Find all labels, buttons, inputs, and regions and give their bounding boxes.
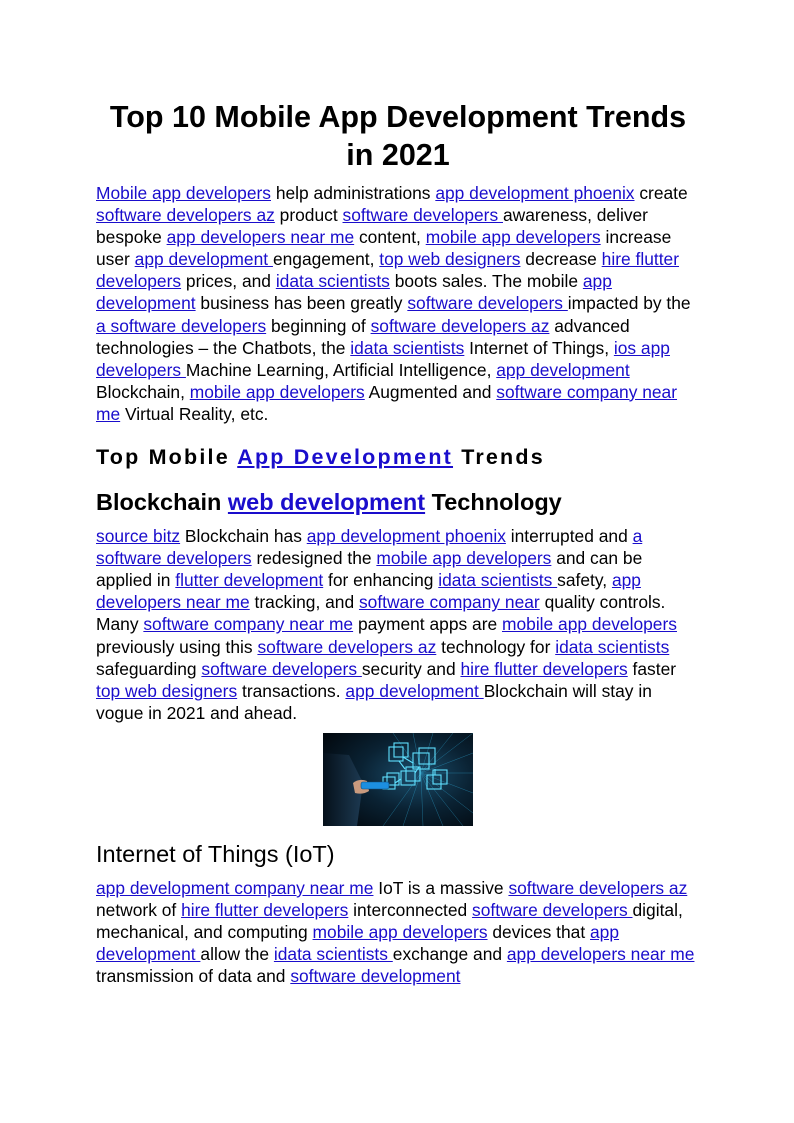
paragraph-text: devices that (487, 922, 591, 943)
paragraph-text: boots sales. The mobile (389, 271, 583, 292)
paragraph-text: transmission of data and (96, 966, 291, 987)
inline-link[interactable]: flutter development (175, 570, 324, 591)
inline-link[interactable]: a software developers (96, 315, 267, 336)
paragraph-text: safeguarding (96, 658, 202, 679)
blockchain-hand-image (323, 733, 473, 826)
paragraph-text: advanced technologies – the Chatbots, the (96, 315, 630, 358)
inline-link[interactable]: app development phoenix (435, 183, 635, 203)
paragraph-text: for enhancing (323, 570, 439, 591)
paragraph-text: redesigned the (251, 548, 377, 569)
paragraph-text: impacted by the (567, 293, 691, 314)
paragraph-text: quality controls. Many (96, 592, 666, 635)
page-title: Top 10 Mobile App Development Trends in 2021 (109, 100, 687, 172)
inline-link[interactable]: mobile app developers (189, 381, 365, 402)
inline-link[interactable]: hire flutter developers (460, 658, 628, 679)
image-container (96, 733, 700, 826)
inline-link[interactable]: mobile app developers (425, 227, 601, 248)
inline-link[interactable]: software developers az (257, 636, 437, 657)
paragraph-text: help administrations (271, 183, 436, 203)
inline-link[interactable]: app developers near me (166, 227, 355, 248)
inline-link[interactable]: idata scientists (273, 944, 393, 965)
inline-link[interactable]: software developers (342, 205, 503, 226)
paragraph-text: increase user (96, 227, 672, 270)
paragraph-text: Augmented and (364, 381, 497, 402)
blockchain-heading (96, 487, 700, 517)
inline-link[interactable]: app development (134, 249, 273, 270)
paragraph-text: content, (354, 227, 426, 248)
document-page (96, 0, 700, 987)
paragraph-text: transactions. (237, 680, 346, 701)
paragraph-text: Virtual Reality, etc. (120, 403, 269, 424)
inline-link[interactable]: software developers (472, 899, 633, 920)
paragraph-text: technology for (436, 636, 556, 657)
paragraph-text: product (274, 205, 343, 226)
inline-link[interactable]: software developers az (370, 315, 550, 336)
blockchain-heading-before: Blockchain (96, 489, 228, 516)
inline-link[interactable]: idata scientists (438, 570, 558, 591)
paragraph-text: previously using this (96, 636, 258, 657)
paragraph-text: exchange and (392, 944, 507, 965)
paragraph-text: decrease (520, 249, 602, 270)
paragraph-text: allow the (200, 944, 274, 965)
intro-paragraph (96, 182, 700, 425)
paragraph-text: interrupted and (505, 526, 633, 547)
inline-link[interactable]: hire flutter developers (96, 249, 679, 292)
paragraph-text: Blockchain, (96, 381, 190, 402)
inline-link[interactable]: source bitz (96, 526, 181, 547)
inline-link[interactable]: a software developers (96, 526, 643, 569)
inline-link[interactable]: software developers az (508, 877, 688, 898)
paragraph-text: engagement, (272, 249, 380, 270)
inline-link[interactable]: app developers near me (506, 944, 695, 965)
inline-link[interactable]: app development (345, 680, 484, 701)
inline-link[interactable]: ios app developers (96, 337, 670, 380)
inline-link[interactable]: software company near me (96, 381, 678, 424)
section-heading-after: Trends (453, 445, 545, 470)
inline-link[interactable]: top web designers (96, 680, 238, 701)
inline-link[interactable]: software developers (201, 658, 362, 679)
inline-link[interactable]: top web designers (379, 249, 521, 270)
paragraph-text: Internet of Things, (464, 337, 614, 358)
paragraph-text: Blockchain has (180, 526, 307, 547)
blockchain-paragraph (96, 525, 700, 724)
inline-link[interactable]: software development (290, 966, 461, 987)
inline-link[interactable]: mobile app developers (501, 614, 677, 635)
paragraph-text: safety, (557, 570, 612, 591)
inline-link[interactable]: app development company near me (96, 877, 374, 898)
paragraph-text: IoT is a massive (373, 877, 509, 898)
inline-link[interactable]: mobile app developers (312, 922, 488, 943)
paragraph-text: digital, mechanical, and computing (96, 899, 683, 943)
inline-link[interactable]: software company near (358, 592, 540, 613)
paragraph-text: beginning of (266, 315, 371, 336)
inline-link[interactable]: app development (496, 359, 630, 380)
paragraph-text: awareness, deliver bespoke (96, 205, 648, 248)
inline-link[interactable]: app development (96, 922, 620, 965)
section-heading (96, 443, 700, 471)
inline-link[interactable]: app development (96, 271, 612, 314)
paragraph-text: security and (361, 658, 461, 679)
paragraph-text: payment apps are (353, 614, 502, 635)
paragraph-text: Blockchain will stay in vogue in 2021 and ahead. (96, 680, 652, 723)
section-heading-before: Top Mobile (96, 445, 238, 470)
inline-link[interactable]: Mobile app developers (96, 183, 271, 203)
inline-link[interactable]: idata scientists (275, 271, 390, 292)
inline-link[interactable]: software company near me (143, 614, 354, 635)
inline-link[interactable]: app development phoenix (306, 526, 506, 547)
paragraph-text: Machine Learning, Artificial Intelligence, (185, 359, 497, 380)
inline-link[interactable]: idata scientists (350, 337, 465, 358)
inline-link[interactable]: mobile app developers (376, 548, 552, 569)
paragraph-text: create (634, 183, 688, 203)
paragraph-text: network of (96, 899, 182, 920)
paragraph-text: tracking, and (249, 592, 359, 613)
paragraph-text: and can be applied in (96, 548, 643, 591)
iot-heading: Internet of Things (IoT) (96, 840, 335, 867)
blockchain-heading-after: Technology (425, 489, 562, 516)
inline-link[interactable]: software developers (407, 293, 568, 314)
inline-link[interactable]: software developers az (96, 205, 275, 226)
section-heading-link[interactable]: App Development (237, 445, 454, 470)
inline-link[interactable]: hire flutter developers (181, 899, 349, 920)
paragraph-text: prices, and (181, 271, 276, 292)
iot-paragraph (96, 877, 700, 987)
inline-link[interactable]: app developers near me (96, 570, 641, 613)
inline-link[interactable]: idata scientists (555, 636, 670, 657)
blockchain-heading-link[interactable]: web development (227, 489, 426, 516)
paragraph-text: business has been greatly (195, 293, 408, 314)
paragraph-text: interconnected (348, 899, 473, 920)
paragraph-text: faster (627, 658, 677, 679)
